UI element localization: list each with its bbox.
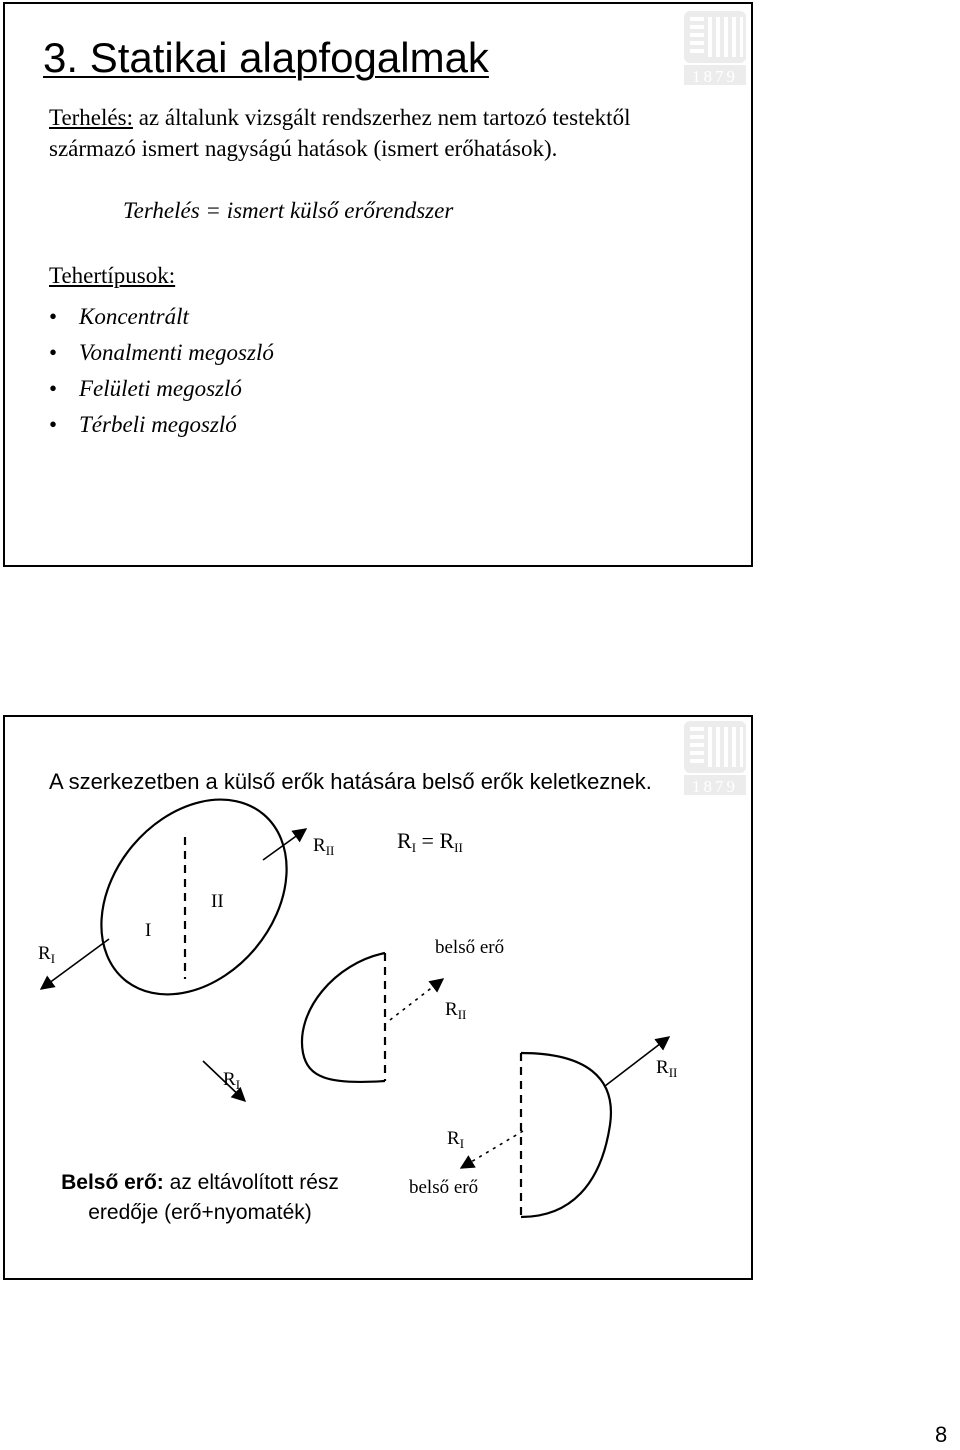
load-types-heading: Tehertípusok: <box>49 263 176 288</box>
label-r-i-lower: $R_I$ <box>447 1128 465 1151</box>
load-formula: Terhelés = ismert külső erőrendszer <box>123 198 454 223</box>
label-internal-force-lower: belső erő <box>409 1177 479 1198</box>
intro-sentence: A szerkezetben a külső erők hatására belső erők keletkeznek. <box>49 769 652 794</box>
label-equality: $R_I = R_{II}$ <box>397 828 463 855</box>
load-definition: az általunk vizsgált rendszerhez nem tartozó testektől származó ismert nagyságú hatások (ismert erőhatások). <box>49 105 631 161</box>
bullet-icon: • <box>49 412 58 437</box>
bullet-icon: • <box>49 340 58 365</box>
slide-static-concepts <box>3 2 753 567</box>
list-item <box>49 407 274 443</box>
label-r-i-mid: $R_I$ <box>223 1069 241 1092</box>
slide-title: 3. Statikai alapfogalmak <box>43 34 489 81</box>
internal-force-arrow-r-ii <box>390 979 443 1020</box>
load-term: Terhelés: <box>49 105 133 130</box>
label-r-ii-right: $R_{II}$ <box>656 1057 678 1080</box>
label-part-ii: II <box>211 891 224 912</box>
university-logo <box>682 7 748 87</box>
load-type-label: Térbeli megoszló <box>79 412 237 437</box>
label-part-i: I <box>145 920 152 941</box>
load-types-list <box>49 299 274 443</box>
load-definition-paragraph <box>49 102 689 164</box>
list-item <box>49 371 274 407</box>
label-internal-force-upper: belső erő <box>435 937 505 958</box>
page-number: 8 <box>935 1422 948 1447</box>
label-r-ii-top: $R_{II}$ <box>313 835 335 858</box>
internal-force-note <box>35 1168 365 1228</box>
label-r-i-left: $R_I$ <box>38 943 56 966</box>
load-type-label: Vonalmenti megoszló <box>79 340 274 365</box>
load-type-label: Koncentrált <box>79 304 189 329</box>
list-item <box>49 299 274 335</box>
label-r-ii-mid: $R_{II}$ <box>445 999 467 1022</box>
note-text: az eltávolított rész eredője (erő+nyomaték) <box>88 1171 339 1224</box>
bullet-icon: • <box>49 376 58 401</box>
bullet-icon: • <box>49 304 58 329</box>
load-type-label: Felületi megoszló <box>79 376 242 401</box>
internal-force-arrow-r-i <box>461 1131 523 1168</box>
part-ii-outline <box>521 1053 611 1217</box>
note-term: Belső erő: <box>61 1171 164 1194</box>
whole-body-outline <box>63 763 324 1031</box>
list-item <box>49 335 274 371</box>
logo-year: 1879 <box>692 67 738 86</box>
slide-internal-forces <box>3 715 753 1280</box>
logo-year: 1879 <box>692 777 738 796</box>
part-i-outline <box>302 953 385 1082</box>
